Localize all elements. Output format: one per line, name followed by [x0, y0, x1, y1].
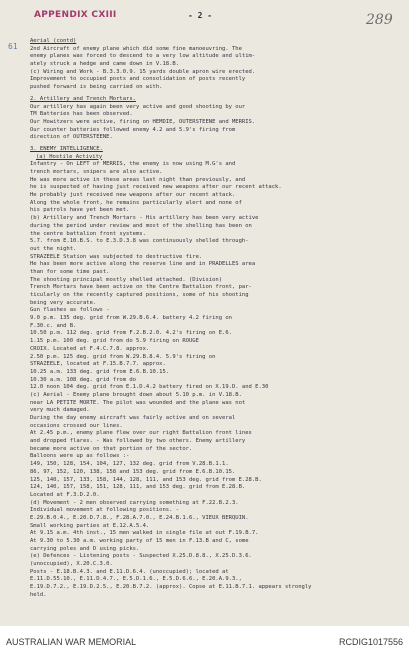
text-line: He probably just received new weapons after our recent attack. [30, 192, 236, 199]
text-line: occasions crossed our lines. [30, 422, 123, 429]
text-line: his patrols have yet been met. [30, 207, 130, 214]
text-line: Gun flashes as follows - [30, 307, 110, 314]
typed-report-body [30, 38, 388, 620]
section-heading: Aerial (contd) [30, 38, 77, 44]
text-line: and dropped flares. - Was followed by two others. Enemy artillery [30, 438, 246, 445]
text-line: ticularly on the recently captured positions, some of his shooting [30, 292, 249, 298]
text-line: Individual movement at following positions. - [30, 507, 180, 514]
text-line: (b) Artillery and Trench Mortars - His artillery has been very active [30, 215, 259, 222]
text-line: Small working parties at E.12.A.5.4. [30, 522, 150, 529]
text-line: enemy planes was forced to descend to a very low altitude and ultim- [30, 53, 256, 60]
text-line: During the day enemy aircraft was fairly active and on several [30, 415, 236, 421]
text-line: Our artillery has again been very active and good shooting by our [30, 103, 246, 110]
text-line: (c) Aerial - Enemy plane brought down about 5.10 p.m. in V.18.B. [30, 391, 242, 398]
text-line: CROIX. Located at F.4.C.7.8. approx. [30, 345, 150, 352]
text-line: E.29.B.0.4., E.20.D.7.8., F.28.A.7.0., E.24.B.1.6., VIEUX BERQUIN. [30, 514, 249, 521]
archive-name: AUSTRALIAN WAR MEMORIAL [6, 637, 137, 647]
text-line: 2.50 p.m. 125 deg. grid from W.29.B.8.4. 5.9's firing on [30, 353, 216, 360]
text-line: TM Batteries has been observed. [30, 111, 133, 118]
text-line: than for some time past. [30, 268, 110, 275]
text-line: (c) Wiring and Work - B.3.3.0.9. 15 yards double apron wire erected. [30, 68, 256, 75]
text-line: 12.0 noon 104 deg. grid from E.1.D.4.2 battery fired on X.19.D. and E.30 [30, 384, 269, 391]
text-line: 10.25 a.m. 133 deg. grid from E.6.B.10.15. [30, 368, 170, 375]
text-line: 10.30 a.m. 108 deg. grid from do [30, 376, 136, 383]
text-line: He has been more active along the reserve line and in PRADELLES area [30, 261, 256, 268]
text-line: Along the whole front, he remains particularly alert and none of [30, 199, 242, 206]
text-line: carrying poles and D using picks. [30, 545, 140, 552]
pencil-folio-number: 289 [366, 12, 393, 28]
text-line: he is suspected of having just received new weapons after our recent attack. [30, 184, 282, 191]
text-line: (d) Movement - 2 men observed carrying something at F.22.B.2.3. [30, 499, 239, 506]
text-line: became more active on that portion of the sector. [30, 445, 193, 452]
text-line: STRAZEELE Station was subjected to destructive fire. [30, 253, 203, 260]
text-line: 5.7. from E.10.B.S. to E.3.D.3.8 was continuously shelled through- [30, 238, 249, 245]
text-line: very much damaged. [30, 407, 90, 414]
text-line: direction of OUTERSTEENE. [30, 134, 113, 141]
text-line: held. [30, 591, 47, 598]
text-line: E.11.D.55.10., E.11.D.4.7., E.5.D.1.6., E.5.D.6.6., E.20.A.9.3., [30, 576, 242, 583]
text-line: The shooting principal mostly shelled attached. (Division) [30, 276, 223, 283]
section-heading: 2. Artillery and Trench Mortars. [30, 95, 136, 102]
text-line: trench mortars, snipers are also active. [30, 169, 163, 175]
page-number: - 2 - [188, 11, 213, 20]
text-line: being very accurate. [30, 299, 97, 306]
text-line: Improvement to occupied posts and consolidation of posts recently [30, 76, 246, 83]
text-line: 86, 97, 152, 120, 138, 158 and 153 deg. grid from E.6.B.10.15. [30, 468, 236, 475]
text-line: At 9.30 to 5.30 a.m. working party of 15 men in F.13.B and C, some [30, 538, 249, 544]
section-heading: 3. ENEMY INTELLIGENCE. [30, 145, 103, 152]
text-line: F.30.c. and B. [30, 322, 77, 329]
text-line: 1.15 p.m. 100 deg. grid from do 5.9 firing on ROUGE [30, 338, 199, 345]
text-line: ately struck a hedge and came down in V.18.B. [30, 61, 180, 68]
text-line: (unoccupied), X.20.C.3.0. [30, 561, 113, 568]
text-line: E.19.D.7.2., E.19.D.2.5., E.20.B.7.2. (approx). Copse at E.11.B.7.1. appears strongly [30, 584, 312, 591]
appendix-stamp: APPENDIX CXIII [34, 10, 117, 20]
text-line: out the night. [30, 245, 77, 252]
text-line: At 9.15 a.m. 4th inst., 15 men walked in single file at out F.19.B.7. [30, 530, 259, 537]
text-line: He was more active in these areas last night than previously, and [30, 176, 246, 183]
text-line: Infantry - On LEFT of MERRIS, the enemy is now using M.G's and [30, 161, 236, 168]
text-line: Our Howitzers were active, firing on HEMDIE, OUTERSTEENE and MERRIS. [30, 118, 256, 125]
text-line: the centre battalion front systems. [30, 230, 146, 237]
text-line: 2nd Aircraft of enemy plane which did some fine manoeuvring. The [30, 45, 242, 52]
text-line: Located at F.3.D.2.0. [30, 491, 100, 498]
text-line: 9.0 p.m. 135 deg. grid from W.29.B.6.4. battery 4.2 firing on [30, 315, 232, 322]
text-line: 125, 140, 157, 133, 158, 144, 128, 111, and 153 deg. grid from E.28.B. [30, 476, 262, 483]
margin-number: 61 [8, 42, 18, 51]
text-line: during the period under review and most of the shelling has been on [30, 222, 252, 229]
text-line: Posts - E.18.B.4.3. and E.11.D.6.4. (unoccupied); located at [30, 568, 229, 575]
text-line: pushed forward is being carried on with. [30, 84, 163, 91]
text-line: 124, 140, 157, 158, 151, 128, 111, and 153 deg. grid from E.28.B. [30, 484, 246, 491]
text-line: At 2.45 p.m., enemy plane flew over our right Battalion front lines [30, 430, 252, 437]
text-line: 149, 150, 128, 154, 104, 127, 132 deg. grid from V.28.B.1.1. [30, 461, 229, 468]
text-line: near LA PETITE MORTE. The pilot was wounded and the plane was not [30, 399, 246, 406]
text-line: Balloons were up as follows :- [30, 453, 130, 460]
text-line: STRAZEELE, located at F.15.B.7.7. approx. [30, 361, 166, 368]
text-line: Trench Mortars have been active on the Centre Battalion front, par- [30, 284, 252, 291]
archive-footer [0, 626, 409, 654]
text-line: Our counter batteries followed enemy 4.2 and 5.9's firing from [30, 126, 236, 133]
archive-reference: RCDIG1017556 [338, 637, 403, 647]
section-heading: (a) Hostile Activity [36, 153, 103, 160]
text-line: (e) Defences - Listening posts - Suspected X.25.D.8.8., X.25.D.3.6. [30, 553, 252, 560]
text-line: 10.50 p.m. 112 deg. grid from F.2.B.2.0. 4.2's firing on E.6. [30, 330, 232, 337]
